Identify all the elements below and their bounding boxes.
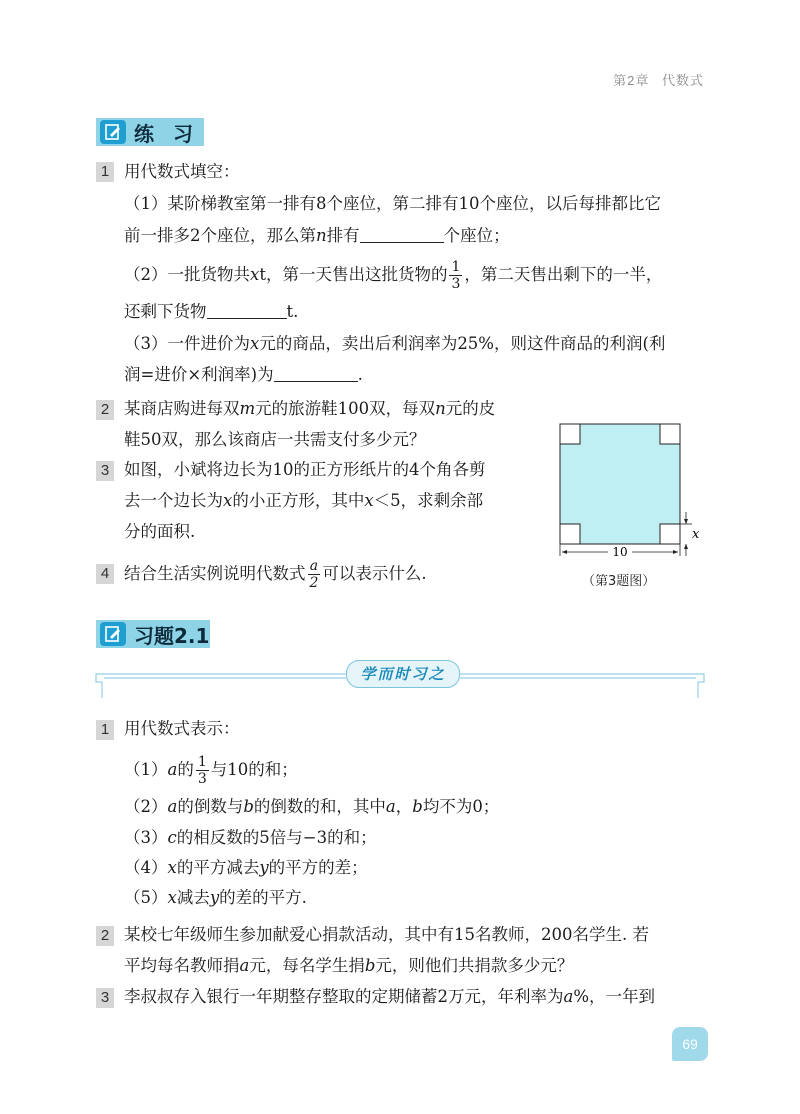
question-text: （1）某阶梯教室第一排有8个座位，第二排有10个座位，以后每排都比它: [124, 194, 661, 213]
page-number: 69: [672, 1027, 708, 1061]
question-text: （2）一批货物共xt，第一天售出这批货物的 $\frac{1}{3}$ ，第二天售出剩下的一半，: [124, 259, 663, 292]
cut-corner: [560, 524, 580, 544]
question-text: （4）x的平方减去y的平方的差；: [124, 858, 368, 877]
question-number: 2: [96, 400, 114, 420]
cut-length-label: x: [692, 527, 700, 542]
square-figure: [552, 420, 702, 568]
question-number: 3: [96, 461, 114, 481]
cut-corner: [660, 524, 680, 544]
section-divider-title: 学而时习之: [346, 660, 460, 688]
fraction: $\frac{a}{2}$: [309, 558, 319, 591]
question-text: 某商店购进每双m元的旅游鞋100双，每双n元的皮: [124, 399, 496, 418]
question-text: 还剩下货物 t.: [124, 302, 299, 321]
question-text: 前一排多2个座位，那么第n排有 个座位；: [124, 226, 510, 245]
question-text: 如图，小斌将边长为10的正方形纸片的4个角各剪: [124, 460, 486, 479]
question-text: 某校七年级师生参加献爱心捐款活动，其中有15名教师，200名学生. 若: [124, 925, 649, 944]
question-text: （3）c的相反数的5倍与−3的和；: [124, 828, 377, 847]
question-text: 平均每名教师捐a元，每名学生捐b元，则他们共捐款多少元？: [124, 956, 574, 975]
answer-blank: [360, 228, 444, 243]
question-number: 4: [96, 564, 114, 584]
cut-corner: [660, 424, 680, 444]
chapter-number: 第2章: [613, 73, 650, 88]
fraction: $\frac{1}{3}$: [197, 754, 207, 787]
answer-blank: [274, 367, 358, 382]
question-text: （2）a的倒数与b的倒数的和，其中a，b均不为0；: [124, 797, 500, 816]
question-text: 用代数式填空：: [124, 162, 240, 181]
question-text: 用代数式表示：: [124, 719, 240, 738]
question-number: 1: [96, 162, 114, 182]
side-length-label: 10: [612, 545, 628, 559]
exercise-banner: [96, 620, 210, 648]
question-number: 1: [96, 720, 114, 740]
question-text: （5）x减去y的差的平方.: [124, 888, 307, 907]
exercise-title: 习题2.1: [134, 623, 210, 648]
question-text: 鞋50双，那么该商店一共需支付多少元？: [124, 430, 426, 449]
question-number: 3: [96, 988, 114, 1008]
chapter-header: [613, 70, 704, 89]
question-text: （3）一件进价为x元的商品，卖出后利润率为25%，则这件商品的利润(利: [124, 334, 666, 353]
question-text: 润=进价×利润率)为 .: [124, 365, 363, 384]
question-text: 结合生活实例说明代数式 $\frac{a}{2}$ 可以表示什么.: [124, 558, 427, 591]
cut-corner: [560, 424, 580, 444]
question-number: 2: [96, 926, 114, 946]
chapter-title: 代数式: [661, 73, 704, 88]
pencil-icon: [100, 120, 126, 144]
question-text: 分的面积.: [124, 522, 196, 541]
practice-title: 练 习: [134, 121, 199, 146]
pencil-icon: [100, 622, 126, 646]
fraction: $\frac{1}{3}$: [451, 259, 461, 292]
figure-caption: （第3题图）: [582, 574, 656, 589]
question-text: 去一个边长为x的小正方形，其中x＜5，求剩余部: [124, 491, 484, 510]
practice-banner: [96, 118, 204, 146]
question-text: （1）a的 $\frac{1}{3}$ 与10的和；: [124, 754, 298, 787]
answer-blank: [207, 304, 287, 319]
question-text: 李叔叔存入银行一年期整存整取的定期储蓄2万元，年利率为a%，一年到: [124, 987, 656, 1006]
